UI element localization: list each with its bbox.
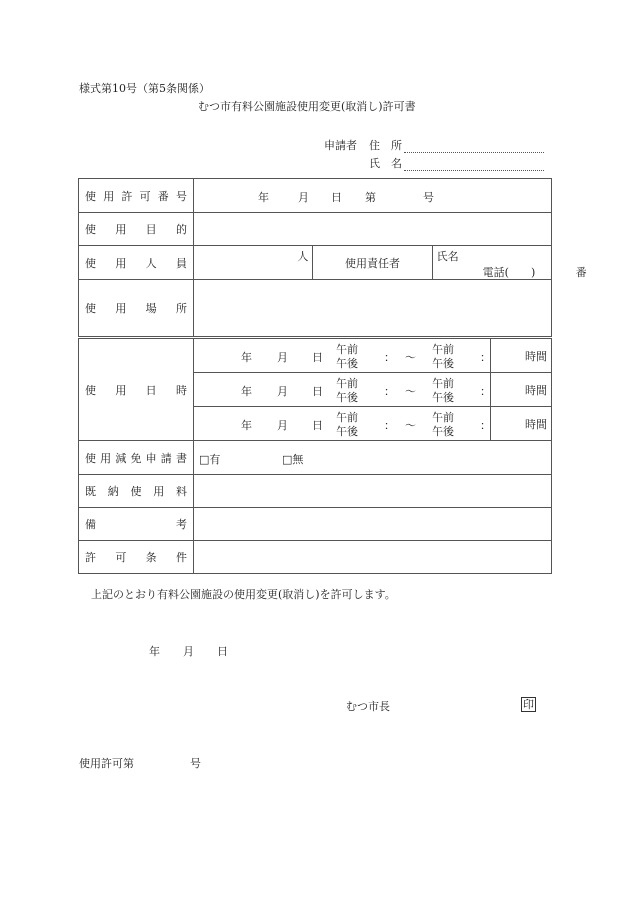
colon-text: ： xyxy=(480,351,491,364)
seal-mark xyxy=(521,697,536,712)
year-text: 年 xyxy=(241,351,252,364)
responsible-label: 使用責任者 xyxy=(313,246,432,280)
am-text: 午前 xyxy=(432,377,454,390)
datetime-label xyxy=(85,382,187,398)
label-char: 使 xyxy=(85,451,96,465)
year-text: 年 xyxy=(241,385,252,398)
label-char: 使 xyxy=(85,383,96,397)
hours-cell[interactable] xyxy=(491,339,552,373)
datetime-table xyxy=(78,338,552,441)
row-exemption xyxy=(79,441,552,475)
pm-text: 午後 xyxy=(336,425,358,438)
label-char: 免 xyxy=(130,451,142,465)
label-char: 用 xyxy=(115,223,127,236)
label-char: 件 xyxy=(175,551,187,564)
hours-text: 時間 xyxy=(525,417,547,431)
hours-text: 時間 xyxy=(525,349,547,363)
colon-text: ： xyxy=(480,419,491,432)
label-char: 請 xyxy=(160,451,172,465)
label-char: 可 xyxy=(139,189,151,203)
row-paid-fee xyxy=(79,475,552,508)
label-char: 書 xyxy=(175,451,187,465)
name-label: 氏 名 xyxy=(369,157,402,170)
month-text: 月 xyxy=(277,351,288,364)
label-char: 用 xyxy=(153,485,165,498)
remarks-field[interactable] xyxy=(194,508,552,541)
day-text: 日 xyxy=(331,191,342,204)
permit-number-field[interactable] xyxy=(194,179,551,212)
month-text: 月 xyxy=(183,645,194,658)
applicant-label: 申請者 xyxy=(324,139,357,152)
tilde-text: ～ xyxy=(405,351,416,364)
conditions-label xyxy=(85,549,187,565)
responsible-field[interactable] xyxy=(432,246,587,280)
lower-table xyxy=(78,440,552,574)
seal-icon: 印 xyxy=(523,698,534,711)
label-char: 所 xyxy=(175,302,187,315)
label-char: 的 xyxy=(175,223,187,236)
issue-date xyxy=(149,643,228,659)
pm-text: 午後 xyxy=(432,425,454,438)
row-remarks xyxy=(79,508,552,541)
pm-text: 午後 xyxy=(336,391,358,404)
pm-text: 午後 xyxy=(336,357,358,370)
day-text: 日 xyxy=(217,645,228,658)
row-permit-number xyxy=(79,179,552,213)
hours-cell[interactable] xyxy=(491,407,552,441)
label-char: 使 xyxy=(130,485,142,498)
tilde-text: ～ xyxy=(405,385,416,398)
label-char: 用 xyxy=(100,451,112,465)
month-text: 月 xyxy=(277,385,288,398)
month-text: 月 xyxy=(298,191,309,204)
people-count-field[interactable] xyxy=(194,246,313,280)
label-char: 号 xyxy=(175,189,187,203)
colon-text: ： xyxy=(384,419,395,432)
day-text: 日 xyxy=(312,385,323,398)
colon-text: ： xyxy=(480,385,491,398)
document-title: むつ市有料公園施設使用変更(取消し)許可書 xyxy=(198,100,416,113)
datetime-row[interactable] xyxy=(194,407,491,441)
address-field[interactable] xyxy=(369,137,544,153)
label-char: 減 xyxy=(115,451,127,465)
footer-suffix: 号 xyxy=(190,757,201,770)
label-char: 使 xyxy=(85,302,96,315)
phone-text: 電話( ) xyxy=(482,266,536,279)
row-people xyxy=(79,246,552,280)
label-char: 目 xyxy=(145,223,157,236)
am-text: 午前 xyxy=(432,343,454,356)
row-purpose xyxy=(79,213,552,246)
purpose-field[interactable] xyxy=(194,213,552,246)
mayor-label: むつ市長 xyxy=(346,700,390,713)
am-text: 午前 xyxy=(336,377,358,390)
name-text: 氏名 xyxy=(436,250,459,263)
label-char: 可 xyxy=(115,551,127,564)
permit-table xyxy=(78,178,587,337)
year-text: 年 xyxy=(149,645,160,658)
address-label: 住 所 xyxy=(369,139,402,152)
label-char: 申 xyxy=(145,451,157,465)
colon-text: ： xyxy=(384,385,395,398)
pm-text: 午後 xyxy=(432,391,454,404)
label-char: 番 xyxy=(157,189,169,203)
label-char: 納 xyxy=(107,485,119,498)
name-field[interactable] xyxy=(369,155,544,171)
footer-prefix: 使用許可第 xyxy=(79,757,134,770)
paid-fee-label xyxy=(85,483,187,499)
month-text: 月 xyxy=(277,419,288,432)
footer-permit-number xyxy=(79,755,201,771)
form-number: 様式第10号（第5条関係） xyxy=(79,82,210,95)
label-char: 条 xyxy=(145,551,157,564)
am-text: 午前 xyxy=(336,411,358,424)
go-text: 号 xyxy=(423,191,434,204)
year-text: 年 xyxy=(241,419,252,432)
conditions-field[interactable] xyxy=(194,541,552,574)
row-place xyxy=(79,280,552,337)
label-char: 許 xyxy=(121,189,133,203)
hours-cell[interactable] xyxy=(491,373,552,407)
label-char: 用 xyxy=(103,189,115,203)
label-char: 人 xyxy=(145,256,157,270)
am-text: 午前 xyxy=(432,411,454,424)
datetime-row[interactable] xyxy=(194,373,491,407)
label-char: 考 xyxy=(176,518,187,531)
row-conditions xyxy=(79,541,552,574)
day-text: 日 xyxy=(312,419,323,432)
people-unit: 人 xyxy=(297,250,309,263)
statement: 上記のとおり有料公園施設の使用変更(取消し)を許可します。 xyxy=(91,588,396,601)
day-text: 日 xyxy=(312,351,323,364)
dai-text: 第 xyxy=(365,191,376,204)
paid-fee-field[interactable] xyxy=(194,475,552,508)
label-char: 用 xyxy=(115,383,127,397)
exemption-label xyxy=(85,450,187,466)
purpose-label xyxy=(85,221,187,237)
remarks-label xyxy=(85,516,187,532)
label-char: 場 xyxy=(145,302,157,315)
label-char: 用 xyxy=(115,302,127,315)
colon-text: ： xyxy=(384,351,395,364)
tilde-text: ～ xyxy=(405,419,416,432)
am-text: 午前 xyxy=(336,343,358,356)
exemption-no-checkbox[interactable]: □無 xyxy=(282,453,304,466)
people-label xyxy=(85,255,187,271)
label-char: 用 xyxy=(115,256,127,270)
hours-text: 時間 xyxy=(525,383,547,397)
permit-number-label xyxy=(85,188,187,204)
exemption-yes-checkbox[interactable]: □有 xyxy=(199,453,221,466)
ban-text: 番 xyxy=(575,266,587,279)
datetime-row[interactable] xyxy=(194,339,491,373)
label-char: 許 xyxy=(85,551,96,564)
label-char: 料 xyxy=(176,485,187,498)
label-char: 使 xyxy=(85,223,96,236)
pm-text: 午後 xyxy=(432,357,454,370)
place-field[interactable] xyxy=(194,280,552,337)
label-char: 時 xyxy=(175,383,187,397)
label-char: 備 xyxy=(85,518,96,531)
label-char: 使 xyxy=(85,189,96,203)
place-label xyxy=(85,300,187,316)
label-char: 既 xyxy=(85,485,96,498)
year-text: 年 xyxy=(258,191,269,204)
label-char: 使 xyxy=(85,256,96,270)
label-char: 員 xyxy=(175,256,187,270)
label-char: 日 xyxy=(145,383,157,397)
